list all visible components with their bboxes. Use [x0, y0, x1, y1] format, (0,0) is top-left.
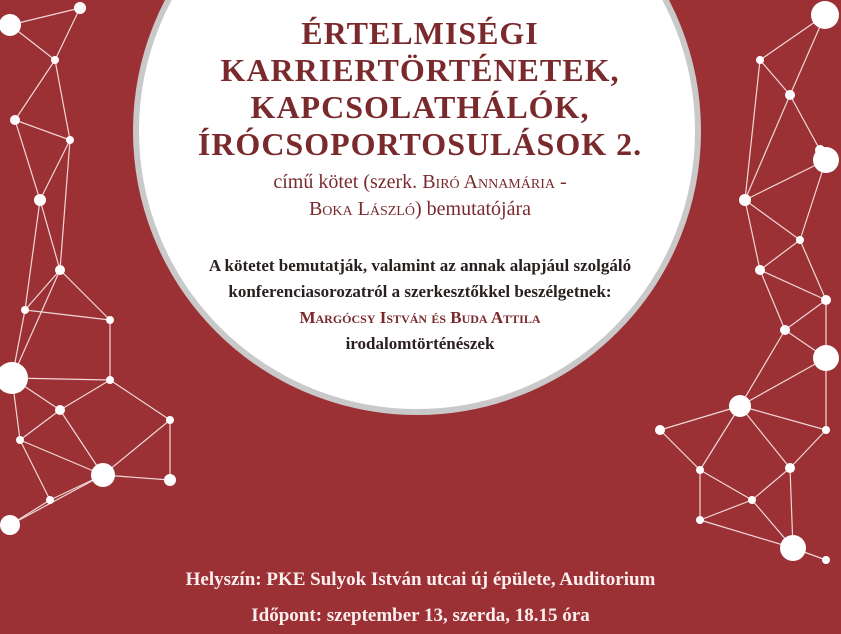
network-node: [796, 236, 804, 244]
network-line: [752, 468, 790, 500]
network-line: [60, 270, 110, 320]
network-line: [20, 410, 60, 440]
network-line: [40, 200, 60, 270]
network-node: [10, 115, 20, 125]
event-subtitle: [120, 169, 720, 223]
presenters-line-1: A kötetet bemutatják, valamint az annak alapjául szolgáló: [208, 256, 632, 275]
network-node: [729, 395, 751, 417]
network-line: [60, 380, 110, 410]
network-node: [756, 56, 764, 64]
network-node: [51, 56, 59, 64]
network-node: [55, 405, 65, 415]
main-content: [120, 0, 720, 357]
presenter-name-1: Margócsy István: [299, 308, 428, 327]
network-line: [760, 240, 800, 270]
subtitle-line-2: [120, 196, 720, 223]
network-line: [740, 330, 785, 406]
network-line: [25, 200, 40, 310]
network-line: [660, 406, 740, 430]
network-line: [15, 60, 55, 120]
network-line: [740, 406, 826, 430]
event-location: Helyszín: PKE Sulyok István utcai új épülete, Auditorium: [185, 569, 656, 590]
network-line: [790, 430, 826, 468]
network-line: [745, 160, 826, 200]
network-node: [91, 463, 115, 487]
network-node: [106, 376, 114, 384]
presenters-block: [120, 253, 720, 357]
subtitle-dash: -: [554, 171, 567, 193]
network-node: [785, 463, 795, 473]
network-line: [25, 270, 60, 310]
network-node: [813, 345, 839, 371]
subtitle-suffix: ) bemutatójára: [414, 198, 532, 220]
network-line: [740, 406, 790, 468]
network-node: [21, 306, 29, 314]
subtitle-line-1: [120, 169, 720, 196]
network-line: [740, 358, 826, 406]
presenter-conjunction: és: [427, 308, 451, 327]
network-node: [780, 325, 790, 335]
event-details: [0, 562, 841, 634]
network-node: [55, 265, 65, 275]
network-node: [16, 436, 24, 444]
presenters-line-4: irodalomtörténészek: [345, 334, 495, 353]
network-node: [696, 516, 704, 524]
network-node: [821, 295, 831, 305]
network-node: [106, 316, 114, 324]
network-node: [755, 265, 765, 275]
network-line: [700, 470, 752, 500]
network-line: [745, 95, 790, 200]
event-title: [120, 0, 720, 163]
network-line: [660, 430, 700, 470]
title-line-4: ÍRÓCSOPORTOSULÁSOK 2.: [197, 126, 643, 162]
presenter-name-2: Buda Attila: [450, 308, 541, 327]
network-node: [785, 90, 795, 100]
network-node: [66, 136, 74, 144]
network-node: [813, 147, 839, 173]
title-line-3: KAPCSOLATHÁLÓK,: [250, 89, 590, 125]
network-line: [785, 300, 826, 330]
network-line: [760, 60, 790, 95]
network-line: [10, 475, 103, 525]
network-line: [60, 140, 70, 270]
subtitle-text: című kötet (szerk.: [273, 171, 423, 193]
network-line: [103, 420, 170, 475]
network-line: [760, 270, 826, 300]
presenters-names: [120, 305, 720, 331]
network-line: [20, 440, 50, 500]
network-node: [822, 426, 830, 434]
network-line: [110, 380, 170, 420]
presenters-line-2: konferenciasorozatról a szerkesztőkkel beszélgetnek:: [228, 282, 612, 301]
network-node: [74, 2, 86, 14]
network-node: [739, 194, 751, 206]
network-node: [655, 425, 665, 435]
network-line: [745, 200, 800, 240]
network-node: [696, 466, 704, 474]
network-line: [700, 500, 752, 520]
event-time: Időpont: szeptember 13, szerda, 18.15 óra: [251, 605, 590, 626]
network-line: [55, 60, 70, 140]
network-node: [748, 496, 756, 504]
network-node: [46, 496, 54, 504]
network-line: [12, 270, 60, 378]
network-line: [25, 310, 110, 320]
network-line: [15, 120, 40, 200]
title-line-2: KARRIERTÖRTÉNETEK,: [220, 52, 620, 88]
network-line: [55, 8, 80, 60]
network-node: [0, 515, 20, 535]
network-line: [15, 120, 70, 140]
network-node: [811, 1, 839, 29]
editor-name-1: Biró Annamária: [422, 171, 555, 193]
network-line: [745, 200, 760, 270]
network-line: [700, 520, 793, 548]
network-line: [745, 60, 760, 200]
network-line: [800, 240, 826, 300]
title-line-1: ÉRTELMISÉGI: [301, 15, 539, 51]
network-line: [790, 95, 820, 150]
network-node: [780, 535, 806, 561]
network-node: [0, 362, 28, 394]
network-node: [166, 416, 174, 424]
network-node: [0, 14, 21, 36]
network-line: [20, 440, 103, 475]
network-node: [164, 474, 176, 486]
editor-name-2: Boka László: [308, 198, 415, 220]
network-node: [34, 194, 46, 206]
